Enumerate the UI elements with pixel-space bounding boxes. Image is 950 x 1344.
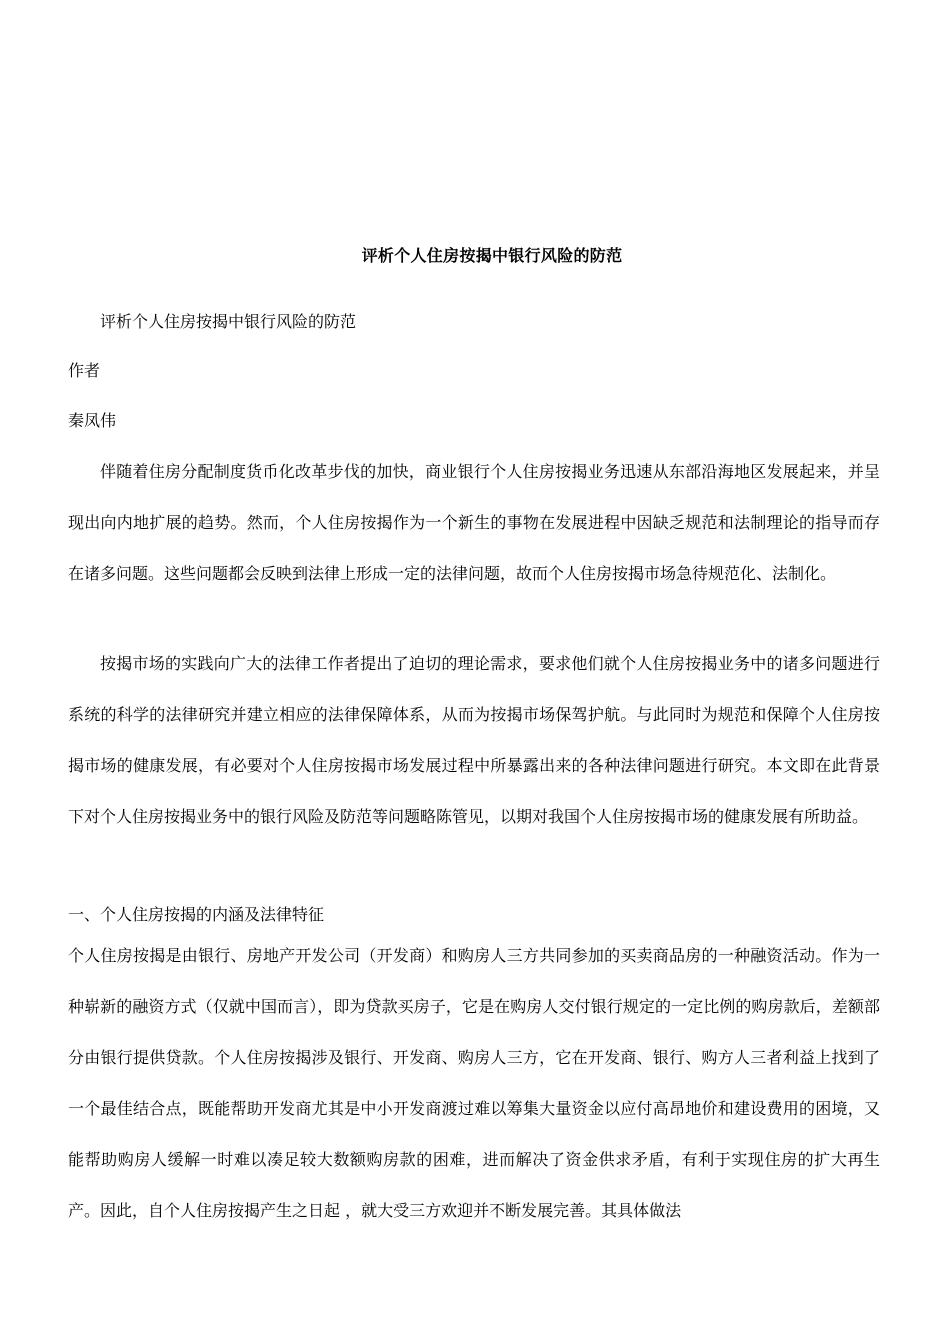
section-heading: 一、个人住房按揭的内涵及法律特征	[68, 905, 325, 924]
body-paragraph-2: 按揭市场的实践向广大的法律工作者提出了迫切的理论需求，要求他们就个人住房按揭业务中的诸多问题进行系统的科学的法律研究并建立相应的法律保障体系，从而为按揭市场保驾护航。与此同时为规范和保障个人住房按揭市场的健康发展，有必要对个人住房按揭市场发展过程中所暴露出来的各种法律问题进行研究。本文即在此背景下对个人住房按揭业务中的银行风险及防范等问题略陈管见，以期对我国个人住房按揭市场的健康发展有所助益。	[68, 654, 880, 826]
section-paragraph: 个人住房按揭是由银行、房地产开发公司（开发商）和购房人三方共同参加的买卖商品房的一种融资活动。作为一种崭新的融资方式（仅就中国而言），即为贷款买房子，它是在购房人交付银行规定的一定比例的购房款后，差额部分由银行提供贷款。个人住房按揭涉及银行、开发商、购房人三方，它在开发商、银行、购方人三者利益上找到了一个最佳结合点，既能帮助开发商尤其是中小开发商渡过难以筹集大量资金以应付高昂地价和建设费用的困境，又能帮助购房人缓解一时难以凑足较大数额购房款的困难，进而解决了资金供求矛盾，有利于实现住房的扩大再生产。因此，自个人住房按揭产生之日起 ，就大受三方欢迎并不断发展完善。其具体做法	[68, 946, 880, 1220]
body-paragraph-1: 伴随着住房分配制度货币化改革步伐的加快，商业银行个人住房按揭业务迅速从东部沿海地区发展起来，并呈现出向内地扩展的趋势。然而，个人住房按揭作为一个新生的事物在发展进程中因缺乏规范和法制理论的指导而存在诸多问题。这些问题都会反映到法律上形成一定的法律问题，故而个人住房按揭市场急待规范化、法制化。	[68, 462, 880, 583]
document-subtitle: 评析个人住房按揭中银行风险的防范	[100, 312, 357, 331]
author-label: 作者	[68, 361, 101, 380]
document-title: 评析个人住房按揭中银行风险的防范	[361, 246, 623, 265]
author-name: 秦凤伟	[68, 411, 117, 430]
